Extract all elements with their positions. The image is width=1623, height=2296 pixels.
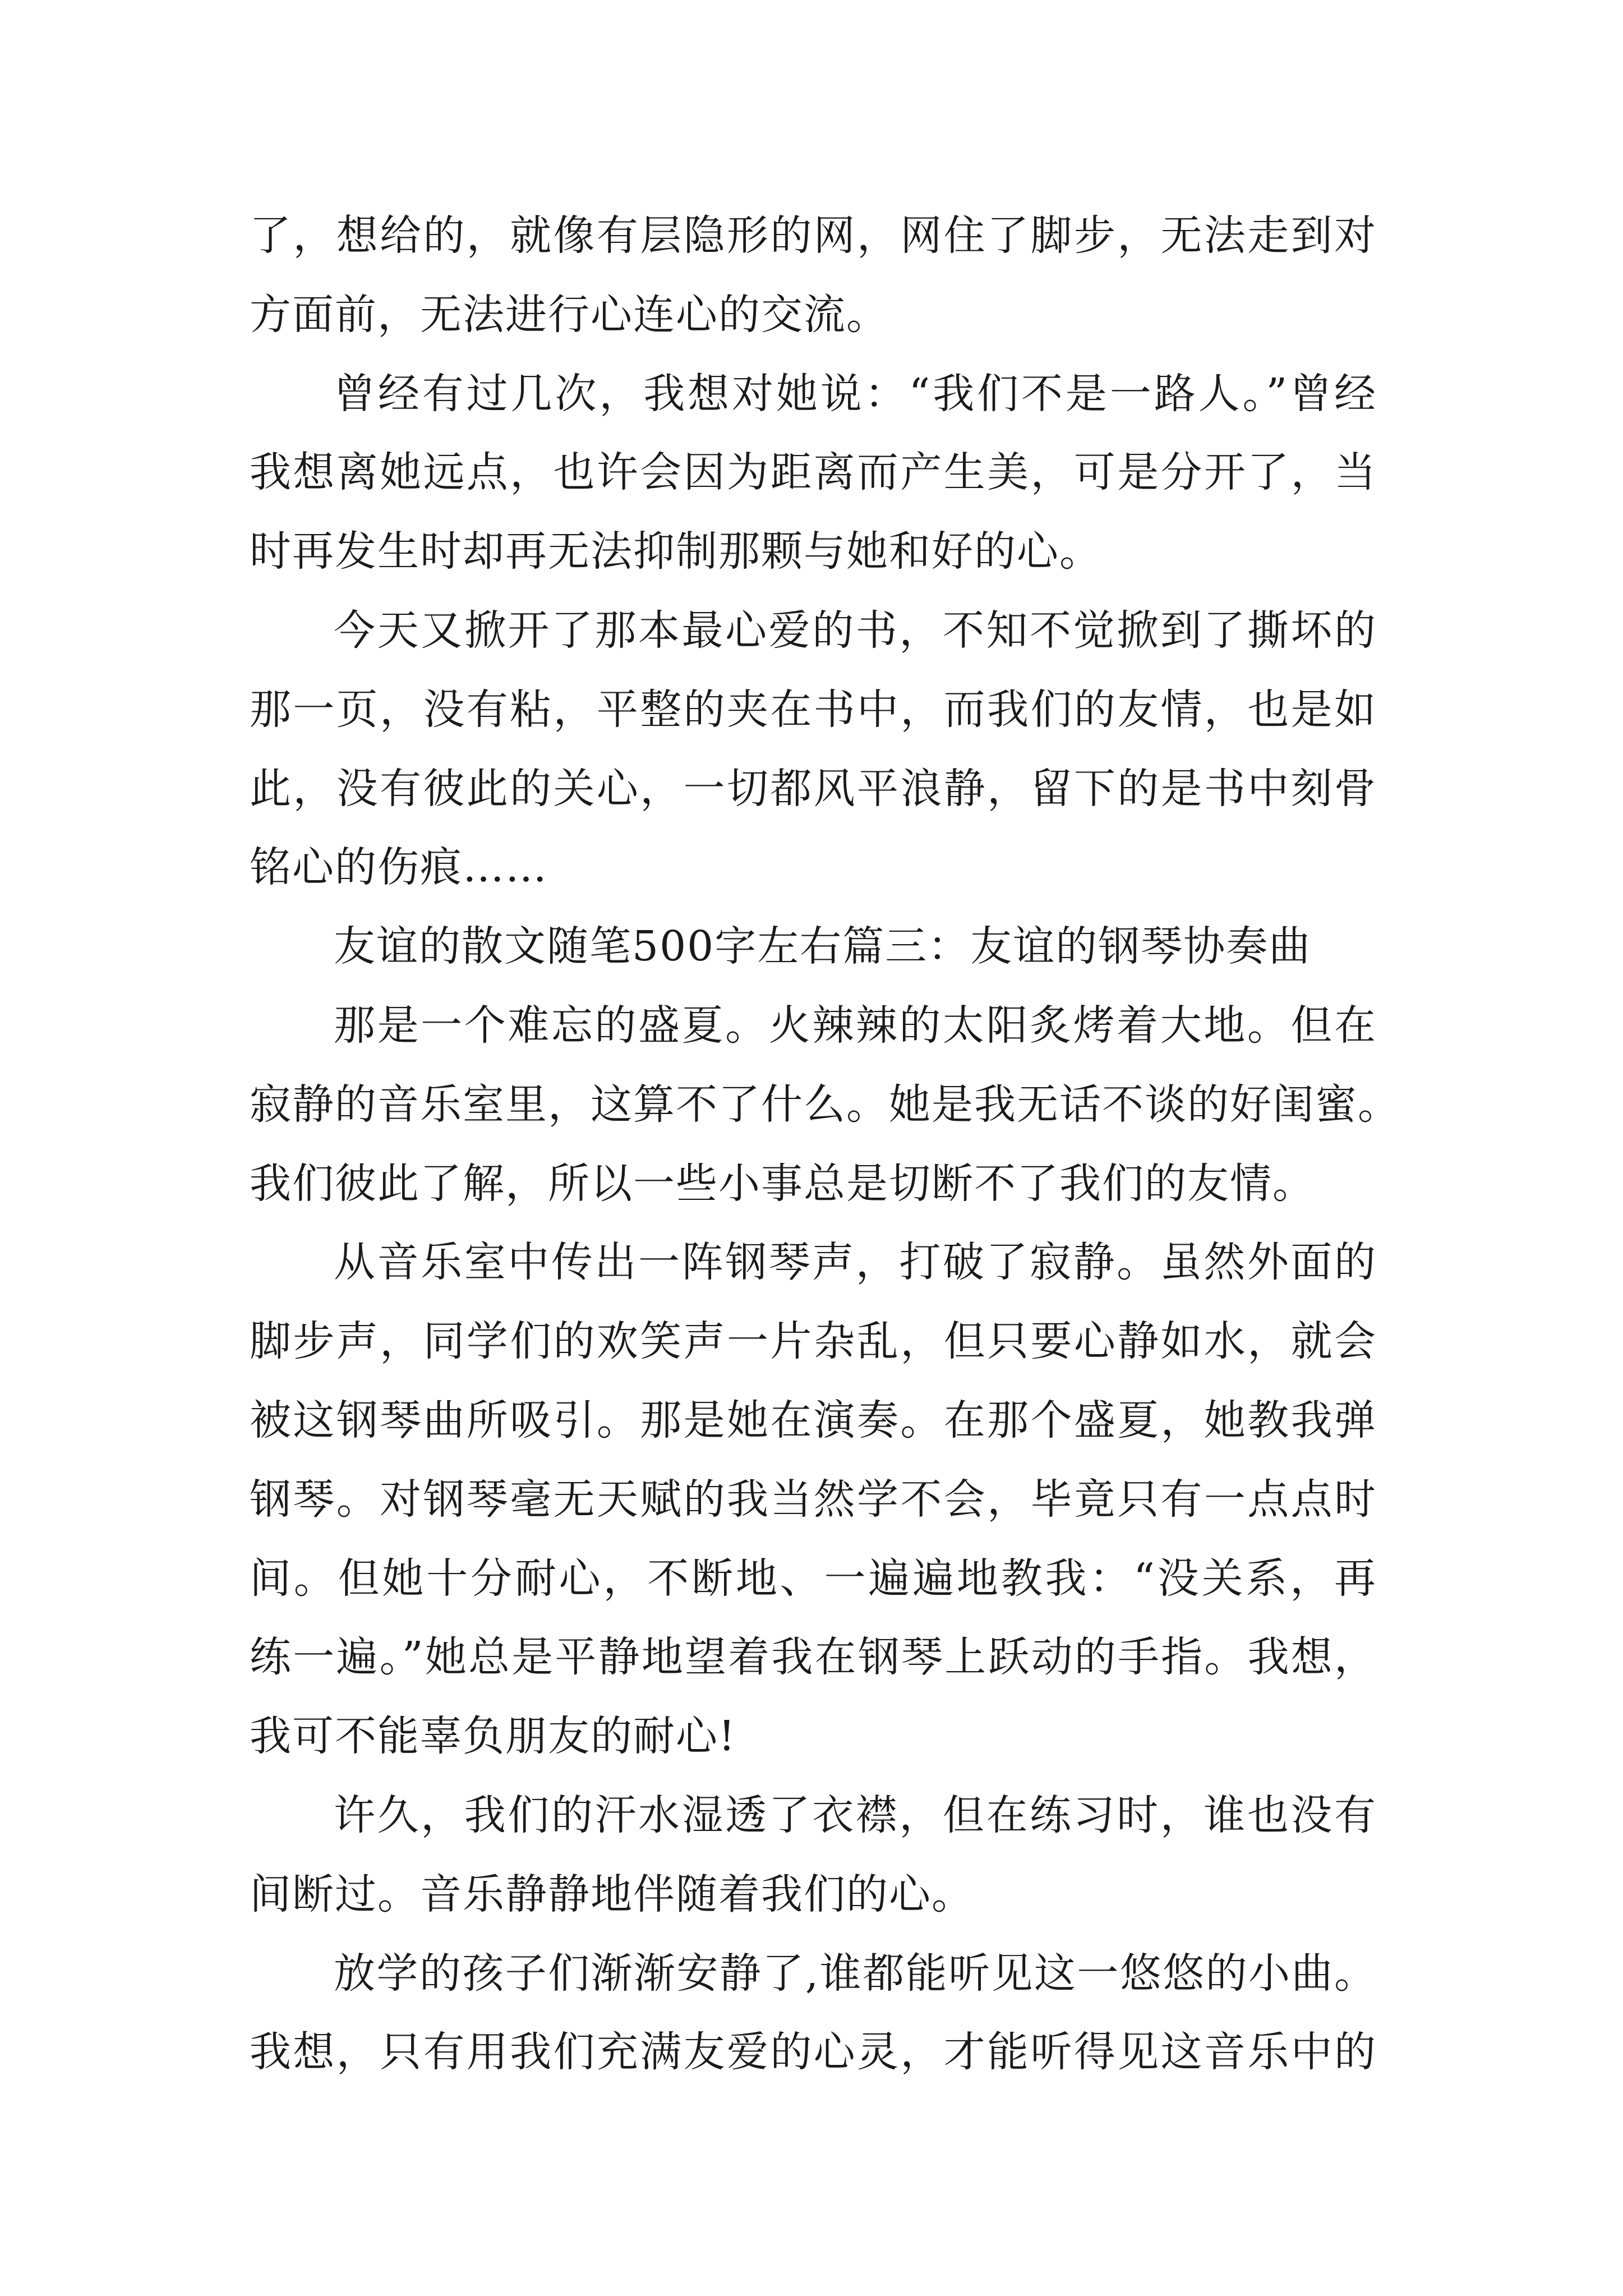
text-line: 我可不能辜负朋友的耐心! bbox=[250, 1712, 736, 1761]
text-line: 寂静的音乐室里，这算不了什么。她是我无话不谈的好闺蜜。 bbox=[250, 1080, 1400, 1129]
text-line: 方面前，无法进行心连心的交流。 bbox=[250, 290, 889, 339]
text-line: 间断过。音乐静静地伴随着我们的心。 bbox=[250, 1870, 974, 1918]
text-line: 那一页，没有粘，平整的夹在书中，而我们的友情，也是如 bbox=[250, 685, 1377, 734]
text-line: 脚步声，同学们的欢笑声一片杂乱，但只要心静如水，就会 bbox=[250, 1317, 1377, 1366]
text-line: 许久，我们的汗水湿透了衣襟，但在练习时，谁也没有 bbox=[334, 1791, 1377, 1839]
text-line: 间。但她十分耐心，不断地、一遍遍地教我：“没关系，再 bbox=[250, 1554, 1377, 1603]
text-line: 练一遍。”她总是平静地望着我在钢琴上跃动的手指。我想， bbox=[250, 1633, 1377, 1682]
text-line: 那是一个难忘的盛夏。火辣辣的太阳炙烤着大地。但在 bbox=[334, 1001, 1377, 1050]
text-line: 我想，只有用我们充满友爱的心灵，才能听得见这音乐中的 bbox=[250, 2028, 1377, 2077]
text-line: 放学的孩子们渐渐安静了,谁都能听见这一悠悠的小曲。 bbox=[334, 1949, 1377, 1998]
text-line: 被这钢琴曲所吸引。那是她在演奏。在那个盛夏，她教我弹 bbox=[250, 1396, 1377, 1444]
text-line: 曾经有过几次，我想对她说：“我们不是一路人。”曾经 bbox=[334, 369, 1377, 418]
text-line: 时再发生时却再无法抑制那颗与她和好的心。 bbox=[250, 527, 1102, 576]
text-line: 从音乐室中传出一阵钢琴声，打破了寂静。虽然外面的 bbox=[334, 1238, 1377, 1287]
text-line: 今天又掀开了那本最心爱的书，不知不觉掀到了撕坏的 bbox=[334, 606, 1377, 655]
text-line: 我想离她远点，也许会因为距离而产生美，可是分开了，当 bbox=[250, 448, 1377, 497]
section-heading: 友谊的散文随笔500字左右篇三：友谊的钢琴协奏曲 bbox=[334, 922, 1312, 971]
text-line: 此，没有彼此的关心，一切都风平浪静，留下的是书中刻骨 bbox=[250, 764, 1377, 813]
text-line: 了，想给的，就像有层隐形的网，网住了脚步，无法走到对 bbox=[250, 211, 1377, 260]
text-line: 铭心的伤痕…… bbox=[250, 843, 548, 892]
body-text bbox=[250, 196, 1400, 2092]
text-line: 我们彼此了解，所以一些小事总是切断不了我们的友情。 bbox=[250, 1159, 1315, 1208]
text-line: 钢琴。对钢琴毫无天赋的我当然学不会，毕竟只有一点点时 bbox=[250, 1475, 1377, 1524]
